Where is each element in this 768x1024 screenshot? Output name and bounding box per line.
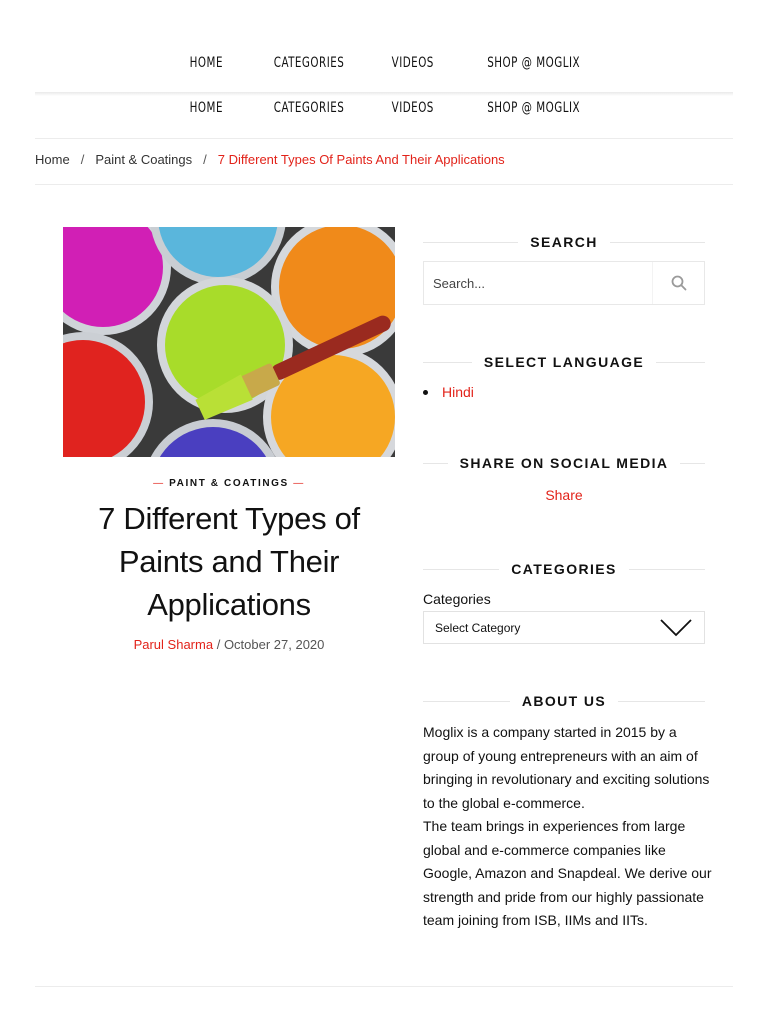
nav-shop-moglix[interactable]: SHOP @ MOGLIX	[487, 55, 581, 71]
language-item	[423, 384, 474, 400]
about-title: ABOUT US	[521, 693, 607, 709]
about-widget-title	[423, 693, 705, 709]
category-dash-right: —	[293, 478, 305, 489]
language-title: SELECT LANGUAGE	[483, 354, 645, 370]
nav-videos[interactable]: VIDEOS	[391, 55, 434, 71]
search-icon	[671, 275, 687, 291]
nav-categories[interactable]: CATEGORIES	[273, 55, 345, 71]
breadcrumb-current: 7 Different Types Of Paints And Their Applications	[217, 152, 505, 167]
title-line	[423, 242, 518, 243]
share-link[interactable]: Share	[545, 487, 583, 503]
post-category	[63, 478, 395, 489]
language-list	[423, 384, 474, 400]
about-paragraph-2: The team brings in experiences from large global and e-commerce companies like Google, Amazon and Snapdeal. We derive our strength and pride from our highly passionate team joining from ISB, IIMs and IITs.	[423, 818, 712, 928]
title-line	[423, 463, 448, 464]
post-author[interactable]: Parul Sharma	[133, 637, 214, 652]
categories-title: CATEGORIES	[511, 561, 617, 577]
social-title: SHARE ON SOCIAL MEDIA	[459, 455, 669, 471]
post-date: October 27, 2020	[223, 637, 325, 652]
categories-select-value: Select Category	[435, 620, 521, 635]
breadcrumb-separator: /	[80, 152, 85, 167]
language-widget-title	[423, 354, 705, 370]
search-widget-title	[423, 234, 705, 250]
title-line	[629, 569, 705, 570]
breadcrumb-paint-coatings[interactable]: Paint & Coatings	[95, 152, 193, 167]
post-byline	[63, 637, 395, 652]
sticky-nav-home[interactable]: HOME	[189, 100, 223, 116]
title-line	[423, 362, 472, 363]
bullet-icon	[423, 390, 428, 395]
nav-shadow-divider	[35, 92, 733, 96]
sticky-nav-categories[interactable]: CATEGORIES	[273, 100, 345, 116]
about-text	[423, 721, 713, 933]
paint-cans-icon	[63, 227, 395, 457]
nav-divider	[35, 138, 733, 139]
post-title: 7 Different Types of Paints and Their Applications	[98, 501, 360, 622]
breadcrumb	[35, 152, 505, 167]
title-line	[423, 569, 499, 570]
search-input[interactable]	[424, 262, 652, 304]
categories-select[interactable]	[423, 611, 705, 644]
breadcrumb-home[interactable]: Home	[35, 152, 70, 167]
search-button[interactable]	[652, 262, 704, 304]
search-title: SEARCH	[530, 234, 598, 250]
featured-image[interactable]	[63, 227, 395, 457]
nav-home[interactable]: HOME	[189, 55, 223, 71]
byline-separator: /	[216, 637, 221, 652]
chevron-down-icon	[660, 619, 692, 637]
search-form	[423, 261, 705, 305]
title-line	[680, 463, 705, 464]
breadcrumb-separator: /	[203, 152, 207, 167]
categories-label: Categories	[423, 591, 491, 607]
category-dash-left: —	[153, 478, 165, 489]
title-line	[618, 701, 705, 702]
social-widget-title	[423, 455, 705, 471]
title-line	[423, 701, 510, 702]
post-category-link[interactable]: PAINT & COATINGS	[169, 478, 289, 489]
footer-divider	[35, 986, 733, 987]
categories-widget-title	[423, 561, 705, 577]
title-line	[610, 242, 705, 243]
sticky-nav-shop-moglix[interactable]: SHOP @ MOGLIX	[487, 100, 581, 116]
sticky-nav-videos[interactable]: VIDEOS	[391, 100, 434, 116]
about-paragraph-1: Moglix is a company started in 2015 by a group of young entrepreneurs with an aim of bringing in revolutionary and exciting solutions to the global e-commerce.	[423, 724, 710, 811]
breadcrumb-divider	[35, 184, 733, 185]
language-hindi-link[interactable]: Hindi	[442, 384, 474, 400]
title-line	[656, 362, 705, 363]
